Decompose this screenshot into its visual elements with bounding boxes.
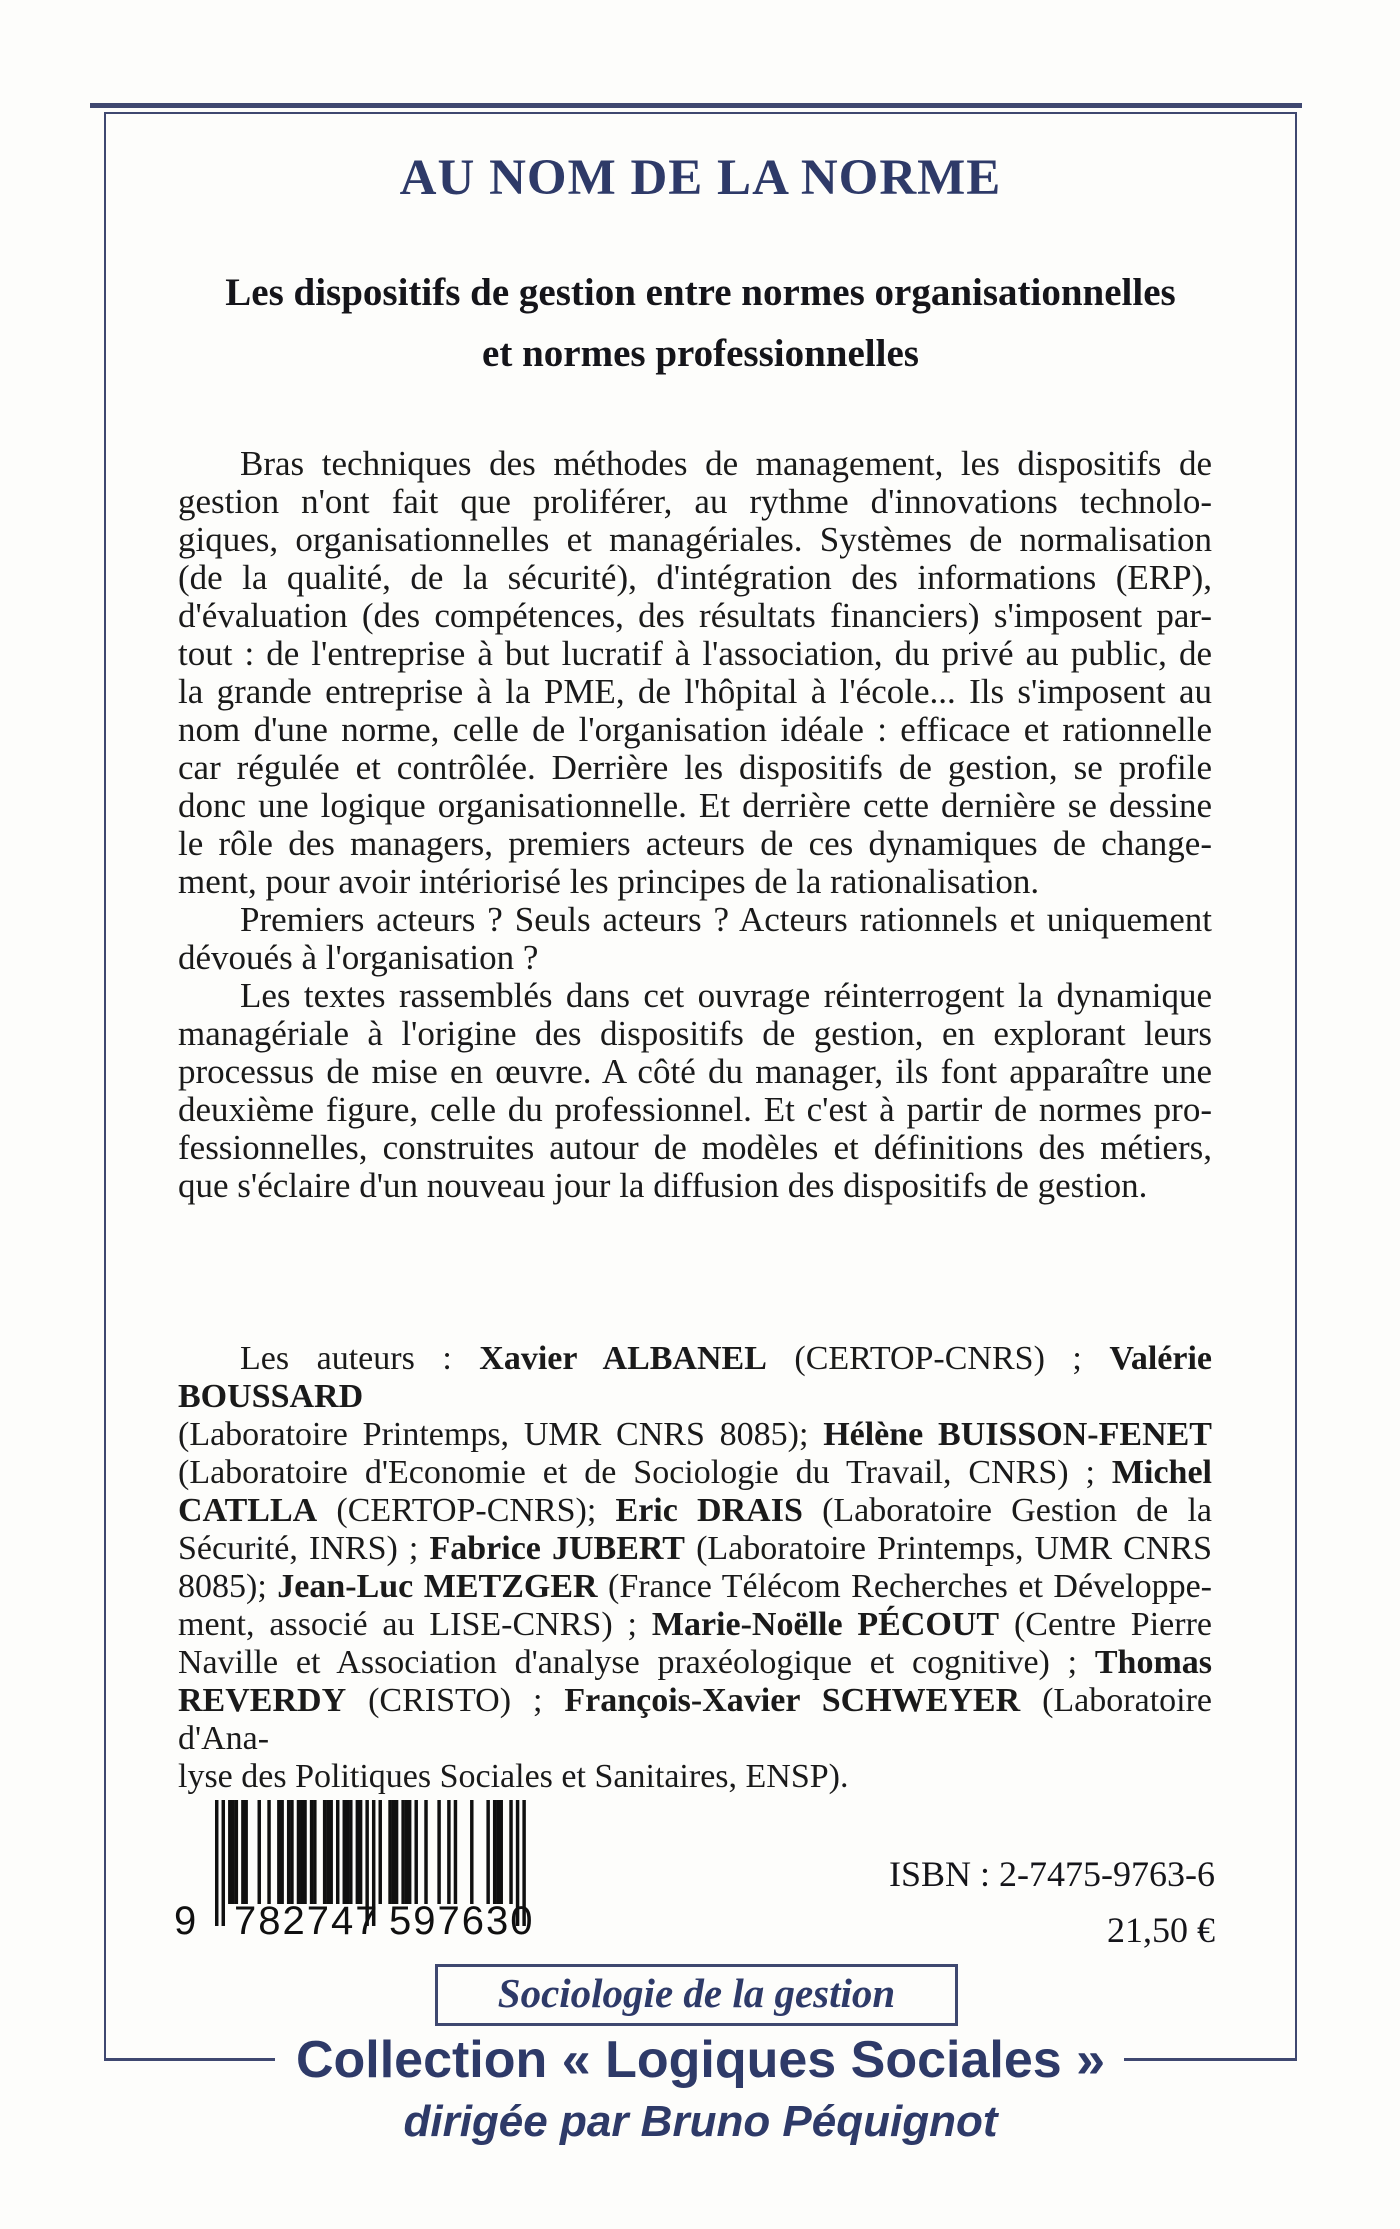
text-line: la grande entreprise à la PME, de l'hôpital à l'école... Ils s'imposent au xyxy=(178,672,1212,711)
text-line: processus de mise en œuvre. A côté du manager, ils font apparaître une xyxy=(178,1052,1212,1091)
text-line: giques, organisationnelles et managériales. Systèmes de normalisation xyxy=(178,520,1212,559)
text-line: REVERDY (CRISTO) ; François-Xavier SCHWEYER (Laboratoire d'Ana- xyxy=(178,1682,1212,1757)
text-line: Les textes rassemblés dans cet ouvrage réinterrogent la dynamique xyxy=(240,976,1212,1015)
text-line: 8085); Jean-Luc METZGER (France Télécom Recherches et Développe- xyxy=(178,1568,1212,1605)
authors-paragraph xyxy=(178,1340,1212,1796)
synopsis-text xyxy=(178,445,1212,1205)
text-line: ment, associé au LISE-CNRS) ; Marie-Noëlle PÉCOUT (Centre Pierre xyxy=(178,1606,1212,1643)
isbn-text: ISBN : 2-7475-9763-6 xyxy=(889,1854,1215,1894)
text-line: nom d'une norme, celle de l'organisation idéale : efficace et rationnelle xyxy=(178,710,1212,749)
text-line: que s'éclaire d'un nouveau jour la diffusion des dispositifs de gestion. xyxy=(178,1166,1148,1205)
book-title: AU NOM DE LA NORME xyxy=(399,150,1002,206)
text-line: Premiers acteurs ? Seuls acteurs ? Acteurs rationnels et uniquement xyxy=(240,900,1212,939)
subtitle-line: et normes professionnelles xyxy=(482,332,919,375)
series-box xyxy=(435,1964,958,2026)
top-border-line xyxy=(90,103,1302,108)
text-line: (de la qualité, de la sécurité), d'intégration des informations (ERP), xyxy=(178,558,1212,597)
text-line: Les auteurs : Xavier ALBANEL (CERTOP-CNRS) ; Valérie BOUSSARD xyxy=(178,1340,1212,1415)
text-line: CATLLA (CERTOP-CNRS); Eric DRAIS (Laboratoire Gestion de la xyxy=(178,1492,1213,1529)
text-line: Bras techniques des méthodes de management, les dispositifs de xyxy=(240,444,1212,483)
text-line: le rôle des managers, premiers acteurs de ces dynamiques de change- xyxy=(178,824,1212,863)
synopsis-paragraph xyxy=(178,445,1212,901)
text-line: (Laboratoire Printemps, UMR CNRS 8085); Hélène BUISSON-FENET xyxy=(178,1416,1212,1453)
text-line: managériale à l'origine des dispositifs de gestion, en explorant leurs xyxy=(178,1014,1212,1053)
collection-director: dirigée par Bruno Péquignot xyxy=(403,2097,998,2146)
text-line: d'évaluation (des compétences, des résultats financiers) s'imposent par- xyxy=(178,596,1212,635)
text-line: fessionnelles, construites autour de modèles et définitions des métiers, xyxy=(178,1128,1212,1167)
synopsis-paragraph xyxy=(178,977,1212,1205)
text-line: car régulée et contrôlée. Derrière les dispositifs de gestion, se profile xyxy=(178,748,1212,787)
text-line: (Laboratoire d'Economie et de Sociologie du Travail, CNRS) ; Michel xyxy=(178,1454,1212,1491)
text-line: ment, pour avoir intériorisé les principes de la rationalisation. xyxy=(178,862,1040,901)
collection-title: Collection « Logiques Sociales » xyxy=(295,2031,1106,2089)
text-line: gestion n'ont fait que proliférer, au rythme d'innovations technolo- xyxy=(178,482,1212,521)
text-line: lyse des Politiques Sociales et Sanitaires, ENSP). xyxy=(178,1758,849,1795)
synopsis-paragraph xyxy=(178,901,1212,977)
series-title: Sociologie de la gestion xyxy=(497,1969,896,2016)
price-text: 21,50 € xyxy=(1107,1910,1215,1950)
text-line: Sécurité, INRS) ; Fabrice JUBERT (Laboratoire Printemps, UMR CNRS xyxy=(178,1530,1212,1567)
text-line: deuxième figure, celle du professionnel. Et c'est à partir de normes pro- xyxy=(178,1090,1212,1129)
barcode-digit-group: 782747 xyxy=(234,1899,380,1943)
subtitle-line: Les dispositifs de gestion entre normes organisationnelles xyxy=(225,271,1176,314)
barcode-digit-group: 597630 xyxy=(389,1899,535,1943)
text-line: dévoués à l'organisation ? xyxy=(178,938,539,977)
barcode-digit-group: 9 xyxy=(174,1899,199,1943)
text-line: Naville et Association d'analyse praxéologique et cognitive) ; Thomas xyxy=(178,1644,1212,1681)
book-subtitle xyxy=(104,262,1297,384)
text-line: donc une logique organisationnelle. Et derrière cette dernière se dessine xyxy=(178,786,1212,825)
text-line: tout : de l'entreprise à but lucratif à l'association, du privé au public, de xyxy=(178,634,1212,673)
